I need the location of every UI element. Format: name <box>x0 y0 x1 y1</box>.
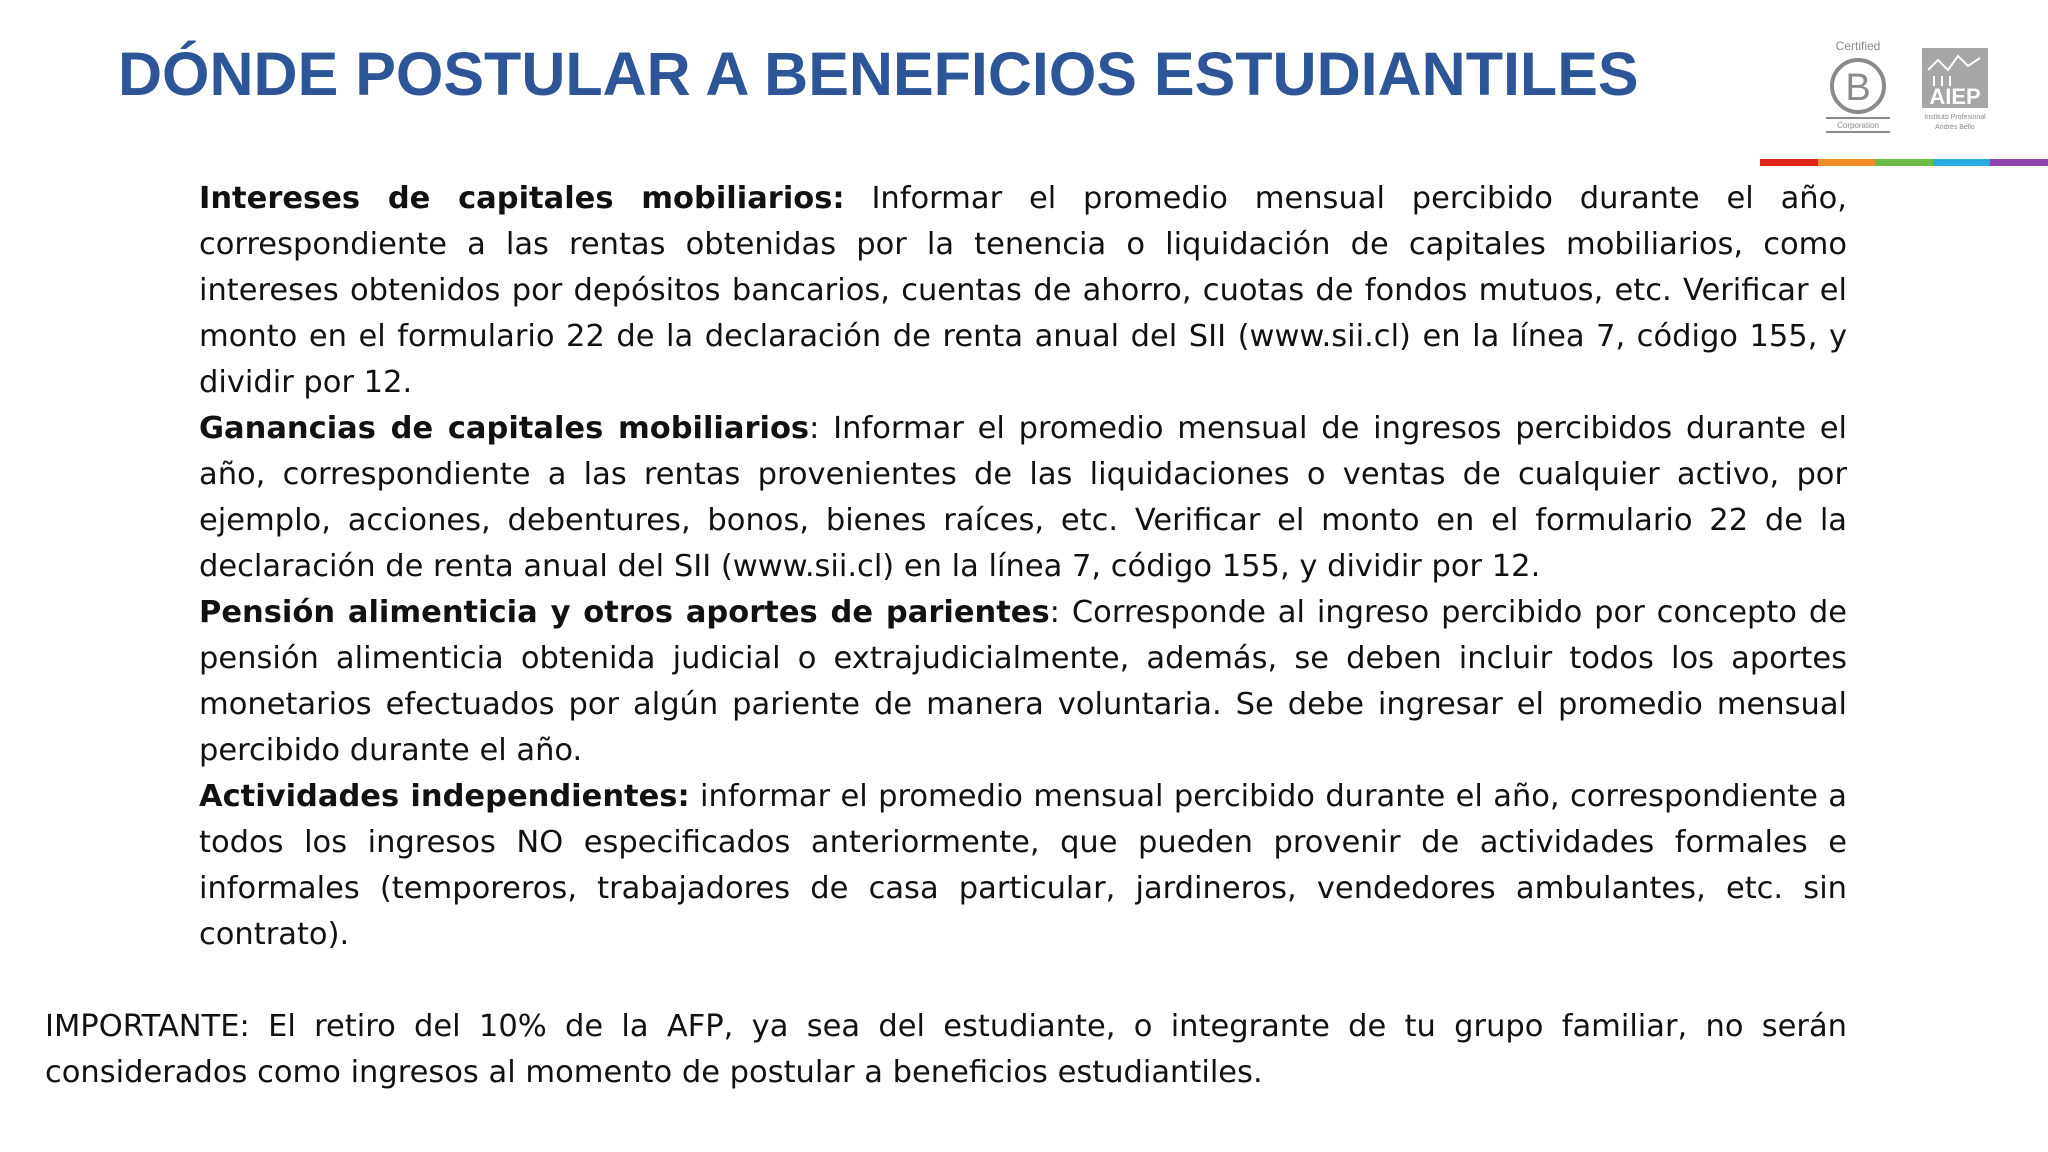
bcorp-letter: B <box>1845 67 1871 109</box>
color-bar-segment-purple <box>1990 159 2048 166</box>
paragraph-pension <box>199 590 1847 774</box>
aiep-name: AIEP <box>1929 84 1981 109</box>
paragraph-intereses <box>199 176 1847 406</box>
paragraph-text: : Corresponde al ingreso percibido por concepto de pensión alimenticia obtenida judicial o extrajudicialmente, además, se deben incluir todos los aportes monetarios efectuados por algún pariente de manera voluntaria. Se debe ingresar el promedio mensual percibido durante el año. <box>199 595 1848 768</box>
paragraph-heading: Actividades independientes: <box>199 779 690 814</box>
aiep-tagline-line1: Instituto Profesional <box>1924 114 1986 121</box>
paragraph-actividades <box>199 774 1847 958</box>
color-bar-segment-blue <box>1933 159 1991 166</box>
color-bar-segment-orange <box>1818 159 1876 166</box>
page-title: DÓNDE POSTULAR A BENEFICIOS ESTUDIANTILES <box>118 40 1639 108</box>
paragraph-ganancias <box>199 406 1847 590</box>
content-body <box>199 176 1847 958</box>
paragraph-heading: Intereses de capitales mobiliarios: <box>199 181 845 216</box>
bcorp-bottom-text: Corporation <box>1837 121 1879 130</box>
bcorp-logo <box>1820 38 1896 134</box>
bcorp-top-text: Certified <box>1835 39 1881 53</box>
aiep-tagline-line2: Andrés Bello <box>1935 124 1975 131</box>
aiep-logo <box>1920 46 1990 134</box>
color-bar-segment-red <box>1760 159 1818 166</box>
paragraph-text: Informar el promedio mensual percibido durante el año, correspondiente a las rentas obtenidas por la tenencia o liquidación de capitales mobiliarios, como intereses obtenidos por depósitos bancarios, cuentas de ahorro, cuotas de fondos mutuos, etc. Verificar el monto en el formulario 22 de la declaración de renta anual del SII (www.sii.cl) en la línea 7, código 155, y dividir por 12. <box>199 181 1847 400</box>
color-bar-segment-green <box>1875 159 1933 166</box>
important-note: IMPORTANTE: El retiro del 10% de la AFP, ya sea del estudiante, o integrante de tu grupo familiar, no serán considerados como ingresos al momento de postular a beneficios estudiantiles. <box>45 1009 1847 1090</box>
paragraph-heading: Ganancias de capitales mobiliarios <box>199 411 810 446</box>
brand-color-bar <box>1760 159 2048 166</box>
paragraph-text: informar el promedio mensual percibido durante el año, correspondiente a todos los ingresos NO especificados anteriormente, que pueden provenir de actividades formales e informales (temporeros, trabajadores de casa particular, jardineros, vendedores ambulantes, etc. sin contrato). <box>199 779 1847 952</box>
paragraph-heading: Pensión alimenticia y otros aportes de parientes <box>199 595 1050 630</box>
paragraph-text: : Informar el promedio mensual de ingresos percibidos durante el año, correspondiente a las rentas provenientes de las liquidaciones o ventas de cualquier activo, por ejemplo, acciones, debentures, bonos, bienes raíces, etc. Verificar el monto en el formulario 22 de la declaración de renta anual del SII (www.sii.cl) en la línea 7, código 155, y dividir por 12. <box>199 411 1847 584</box>
logos-group <box>1812 38 1998 138</box>
